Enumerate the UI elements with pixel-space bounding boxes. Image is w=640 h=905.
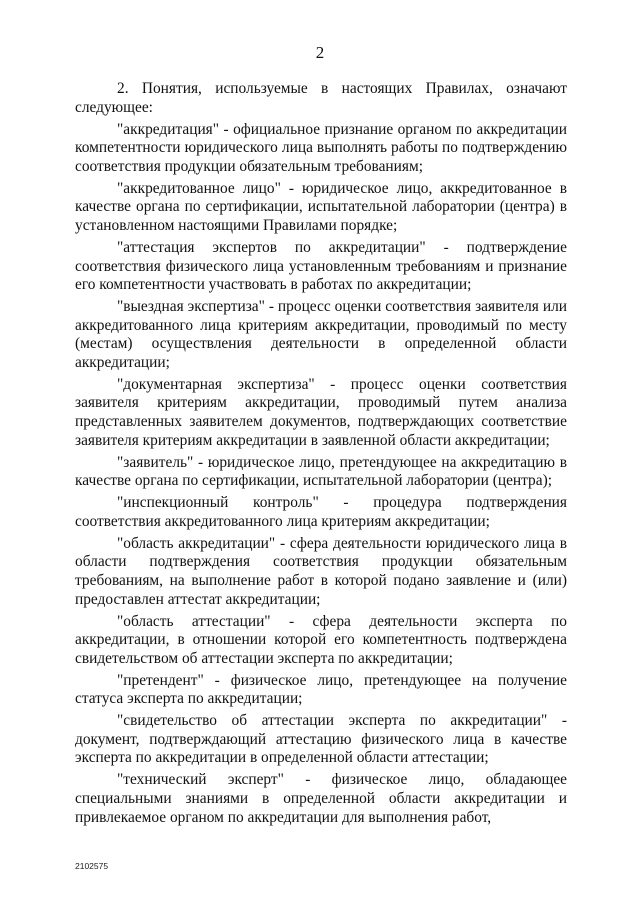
paragraph-accreditation: "аккредитация" - официальное признание органом по аккредитации компетентности юридического лица выполнять работы по подтверждению соответствия продукции обязательным требованиям; (75, 120, 567, 175)
paragraph-technical-expert: "технический эксперт" - физическое лицо, обладающее специальными знаниями в определенной области аккредитации и привлекаемое органом по аккредитации для выполнения работ, (75, 771, 567, 826)
paragraph-inspection-control: "инспекционный контроль" - процедура подтверждения соответствия аккредитованного лица критериям аккредитации; (75, 494, 567, 530)
footer-document-code: 2102575 (75, 861, 109, 871)
paragraph-definitions-intro: 2. Понятия, используемые в настоящих Правилах, означают следующее: (75, 80, 567, 116)
paragraph-attestation-scope: "область аттестации" - сфера деятельности эксперта по аккредитации, в отношении которой его компетентность подтверждена свидетельством об аттестации эксперта по аккредитации; (75, 612, 567, 667)
paragraph-expert-attestation: "аттестация экспертов по аккредитации" - подтверждение соответствия физического лица установленным требованиям и признание его компетентности участвовать в работах по аккредитации; (75, 238, 567, 294)
document-body (75, 80, 567, 831)
paragraph-candidate: "претендент" - физическое лицо, претендующее на получение статуса эксперта по аккредитации; (75, 671, 567, 708)
paragraph-applicant: "заявитель" - юридическое лицо, претендующее на аккредитацию в качестве органа по сертификации, испытательной лаборатории (центра); (75, 453, 567, 490)
paragraph-field-examination: "выездная экспертиза" - процесс оценки соответствия заявителя или аккредитованного лица критериям аккредитации, проводимый по месту (местам) осуществления деятельности в определенной области аккредитации; (75, 298, 567, 371)
paragraph-accreditation-scope: "область аккредитации" - сфера деятельности юридического лица в области подтверждения соответствия продукции обязательным требованиям, на выполнение работ в которой подано заявление и (или) предоставлен аттестат аккредитации; (75, 534, 567, 608)
page-number: 2 (315, 43, 325, 62)
paragraph-accredited-person: "аккредитованное лицо" - юридическое лицо, аккредитованное в качестве органа по сертификации, испытательной лаборатории (центра) в установленном настоящими Правилами порядке; (75, 179, 567, 234)
paragraph-documentary-examination: "документарная экспертиза" - процесс оценки соответствия заявителя критериям аккредитации, проводимый путем анализа представленных заявителем документов, подтверждающих соответствие заявителя критериям аккредитации в заявленной области аккредитации; (75, 375, 567, 449)
paragraph-attestation-certificate: "свидетельство об аттестации эксперта по аккредитации" - документ, подтверждающий аттестацию физического лица в качестве эксперта по аккредитации в определенной области аттестации; (75, 712, 567, 767)
